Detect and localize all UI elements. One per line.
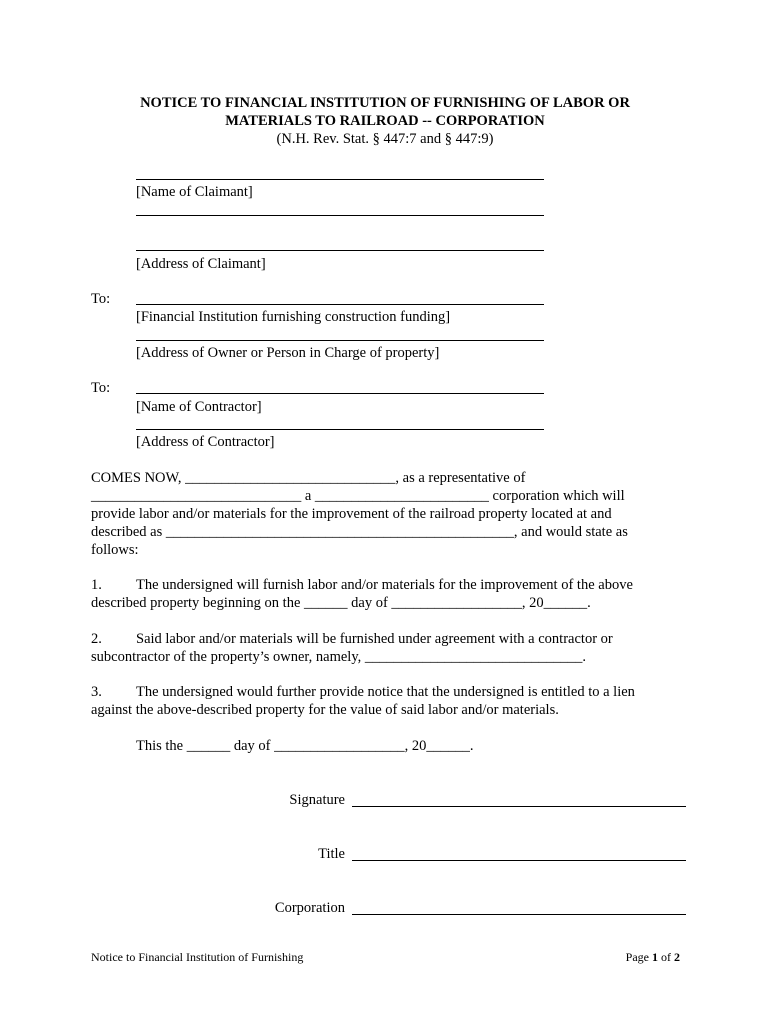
- dated-line: This the ______ day of __________________, 20______.: [136, 738, 474, 754]
- document-title-line-1: NOTICE TO FINANCIAL INSTITUTION OF FURNISHING OF LABOR OR: [140, 95, 630, 111]
- paragraph-3-number: 3.: [91, 684, 102, 700]
- claimant-address-line[interactable]: [136, 250, 544, 251]
- comes-now-line-1: COMES NOW, _____________________________, as a representative of: [91, 470, 526, 486]
- comes-now-line-2: _____________________________ a ________________________ corporation which will: [91, 488, 625, 504]
- paragraph-2-line-2: subcontractor of the property’s owner, namely, ______________________________.: [91, 649, 587, 665]
- paragraph-3-line-1: The undersigned would further provide notice that the undersigned is entitled to a lien: [136, 684, 635, 700]
- footer-page-number: [626, 948, 680, 966]
- contractor-address-label: [Address of Contractor]: [136, 434, 275, 450]
- institution-label: [Financial Institution furnishing construction funding]: [136, 309, 451, 325]
- claimant-name-label: [Name of Claimant]: [136, 184, 253, 200]
- comes-now-line-3: provide labor and/or materials for the improvement of the railroad property located at and: [91, 506, 612, 522]
- owner-address-line[interactable]: [136, 340, 544, 341]
- contractor-name-label: [Name of Contractor]: [136, 399, 262, 415]
- corporation-line[interactable]: [352, 914, 686, 915]
- signature-label: Signature: [289, 792, 345, 808]
- institution-line[interactable]: [136, 304, 544, 305]
- statute-reference: (N.H. Rev. Stat. § 447:7 and § 447:9): [276, 131, 494, 147]
- claimant-name-line[interactable]: [136, 179, 544, 180]
- page-prefix: Page: [625, 950, 652, 964]
- to-label-contractor: To:: [91, 380, 111, 396]
- paragraph-2-line-1: Said labor and/or materials will be furnished under agreement with a contractor or: [136, 631, 613, 647]
- paragraph-1-number: 1.: [91, 577, 102, 593]
- claimant-address-label: [Address of Claimant]: [136, 256, 266, 272]
- paragraph-2-number: 2.: [91, 631, 102, 647]
- contractor-address-line[interactable]: [136, 429, 544, 430]
- footer-document-name: Notice to Financial Institution of Furnishing: [91, 950, 304, 964]
- paragraph-1-line-2: described property beginning on the ______ day of __________________, 20______.: [91, 595, 591, 611]
- page-of: of: [658, 950, 674, 964]
- claimant-name-line-2[interactable]: [136, 215, 544, 216]
- corporation-label: Corporation: [274, 900, 345, 916]
- comes-now-line-4: described as ________________________________________________, and would state as: [91, 524, 628, 540]
- comes-now-line-5: follows:: [91, 542, 139, 558]
- document-title-line-2: MATERIALS TO RAILROAD -- CORPORATION: [225, 113, 545, 129]
- title-line[interactable]: [352, 860, 686, 861]
- paragraph-1-line-1: The undersigned will furnish labor and/or materials for the improvement of the above: [136, 577, 633, 593]
- title-label: Title: [318, 846, 345, 862]
- signature-line[interactable]: [352, 806, 686, 807]
- owner-address-label: [Address of Owner or Person in Charge of property]: [136, 345, 440, 361]
- page-current: 1: [652, 950, 658, 964]
- contractor-name-line[interactable]: [136, 393, 544, 394]
- paragraph-3-line-2: against the above-described property for the value of said labor and/or materials.: [91, 702, 559, 718]
- page-total: 2: [674, 950, 680, 964]
- to-label-owner: To:: [91, 291, 111, 307]
